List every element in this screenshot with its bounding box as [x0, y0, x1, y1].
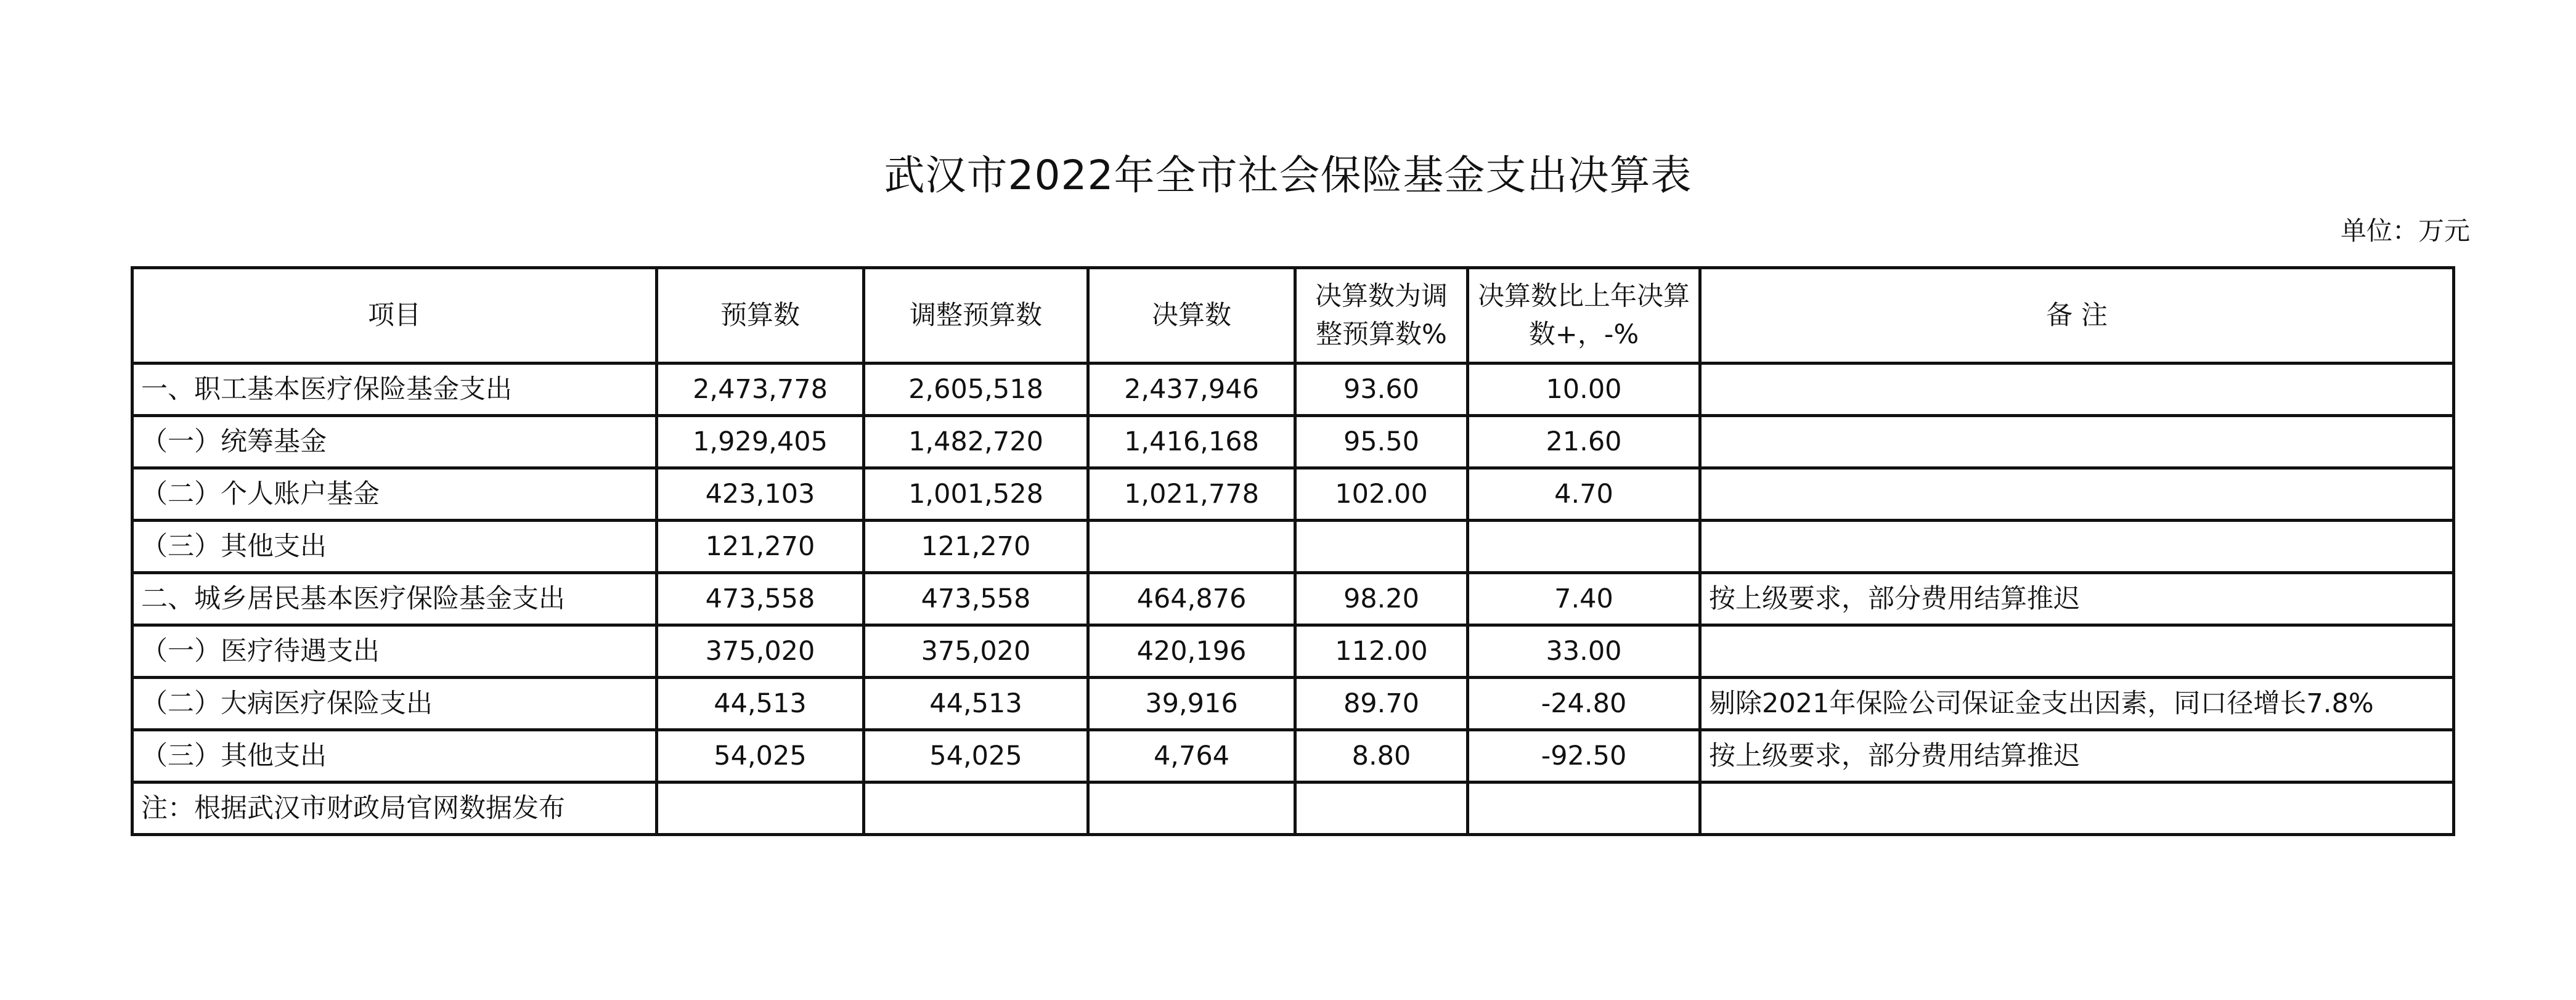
cell-remark: [1700, 416, 2454, 468]
cell-pct-lastyear: 10.00: [1468, 364, 1700, 416]
cell-item: （三）其他支出: [132, 730, 657, 783]
cell-budget: 1,929,405: [657, 416, 864, 468]
cell-adjusted: 54,025: [864, 730, 1088, 783]
cell-adjusted: 44,513: [864, 678, 1088, 730]
cell-pct-lastyear: [1468, 521, 1700, 573]
cell-adjusted: 1,001,528: [864, 468, 1088, 521]
expenditure-table: [131, 266, 2455, 836]
cell-pct-adjusted: 102.00: [1295, 468, 1468, 521]
cell-item: （一）统筹基金: [132, 416, 657, 468]
cell-item: （一）医疗待遇支出: [132, 625, 657, 678]
cell-pct-lastyear: 4.70: [1468, 468, 1700, 521]
cell-final: 1,021,778: [1088, 468, 1295, 521]
header-item: 项目: [132, 268, 657, 364]
cell-remark: [1700, 364, 2454, 416]
page-title: 武汉市2022年全市社会保险基金支出决算表: [884, 152, 1692, 199]
cell-final: 464,876: [1088, 573, 1295, 625]
cell-pct-lastyear: 21.60: [1468, 416, 1700, 468]
cell-final: 39,916: [1088, 678, 1295, 730]
cell-pct-adjusted: 95.50: [1295, 416, 1468, 468]
table-row: [132, 678, 2454, 730]
cell-final: 1,416,168: [1088, 416, 1295, 468]
table-row: [132, 573, 2454, 625]
cell-remark: [1700, 625, 2454, 678]
cell-pct-adjusted: [1295, 521, 1468, 573]
table-row: [132, 468, 2454, 521]
empty-cell: [864, 783, 1088, 835]
table-row: [132, 730, 2454, 783]
cell-final: [1088, 521, 1295, 573]
table-row: [132, 625, 2454, 678]
header-remark: 备 注: [1700, 268, 2454, 364]
cell-remark: [1700, 468, 2454, 521]
cell-remark: [1700, 521, 2454, 573]
note-row: [132, 783, 2454, 835]
cell-item: （三）其他支出: [132, 521, 657, 573]
cell-remark: 按上级要求，部分费用结算推迟: [1700, 573, 2454, 625]
cell-budget: 2,473,778: [657, 364, 864, 416]
table-row: [132, 521, 2454, 573]
cell-budget: 54,025: [657, 730, 864, 783]
cell-pct-adjusted: 98.20: [1295, 573, 1468, 625]
cell-item: （二）大病医疗保险支出: [132, 678, 657, 730]
empty-cell: [1088, 783, 1295, 835]
cell-adjusted: 2,605,518: [864, 364, 1088, 416]
cell-budget: 473,558: [657, 573, 864, 625]
note-cell: 注：根据武汉市财政局官网数据发布: [132, 783, 657, 835]
cell-pct-lastyear: 7.40: [1468, 573, 1700, 625]
cell-adjusted: 121,270: [864, 521, 1088, 573]
header-pct-adjusted: 决算数为调整预算数%: [1295, 268, 1468, 364]
table-row: [132, 416, 2454, 468]
cell-remark: 剔除2021年保险公司保证金支出因素，同口径增长7.8%: [1700, 678, 2454, 730]
header-pct-lastyear: 决算数比上年决算数+，-%: [1468, 268, 1700, 364]
cell-item: （二）个人账户基金: [132, 468, 657, 521]
unit-label: 单位：万元: [2340, 216, 2470, 246]
header-budget: 预算数: [657, 268, 864, 364]
cell-budget: 423,103: [657, 468, 864, 521]
cell-final: 420,196: [1088, 625, 1295, 678]
empty-cell: [1468, 783, 1700, 835]
cell-pct-adjusted: 89.70: [1295, 678, 1468, 730]
cell-pct-lastyear: -92.50: [1468, 730, 1700, 783]
cell-item: 二、城乡居民基本医疗保险基金支出: [132, 573, 657, 625]
header-final: 决算数: [1088, 268, 1295, 364]
cell-adjusted: 473,558: [864, 573, 1088, 625]
cell-budget: 121,270: [657, 521, 864, 573]
cell-adjusted: 375,020: [864, 625, 1088, 678]
cell-adjusted: 1,482,720: [864, 416, 1088, 468]
empty-cell: [657, 783, 864, 835]
cell-final: 4,764: [1088, 730, 1295, 783]
cell-pct-lastyear: -24.80: [1468, 678, 1700, 730]
cell-pct-adjusted: 93.60: [1295, 364, 1468, 416]
cell-pct-adjusted: 8.80: [1295, 730, 1468, 783]
header-row: [132, 268, 2454, 364]
cell-pct-lastyear: 33.00: [1468, 625, 1700, 678]
empty-cell: [1700, 783, 2454, 835]
cell-remark: 按上级要求，部分费用结算推迟: [1700, 730, 2454, 783]
header-adjusted-budget: 调整预算数: [864, 268, 1088, 364]
empty-cell: [1295, 783, 1468, 835]
cell-budget: 44,513: [657, 678, 864, 730]
cell-final: 2,437,946: [1088, 364, 1295, 416]
cell-item: 一、职工基本医疗保险基金支出: [132, 364, 657, 416]
table-row: [132, 364, 2454, 416]
cell-budget: 375,020: [657, 625, 864, 678]
cell-pct-adjusted: 112.00: [1295, 625, 1468, 678]
